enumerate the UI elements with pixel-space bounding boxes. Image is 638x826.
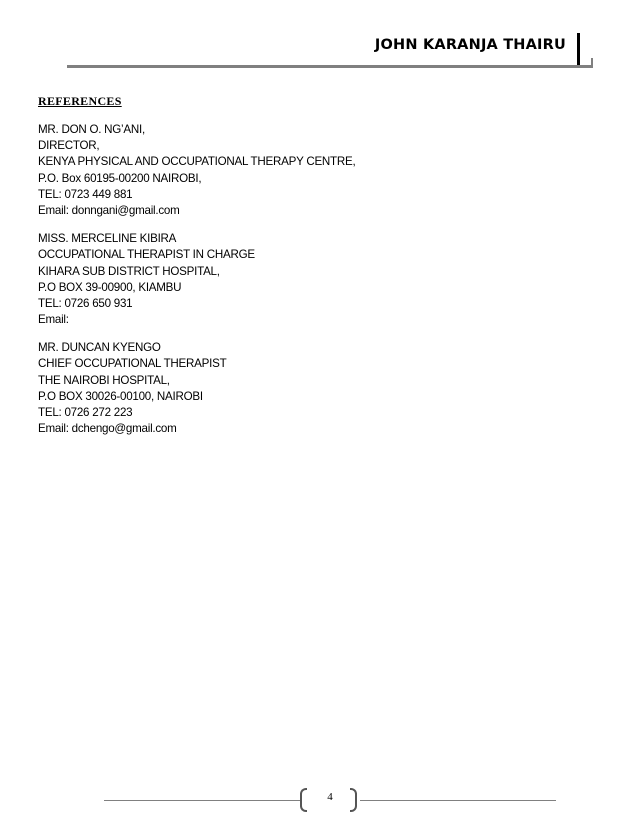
reference-email: Email: dchengo@gmail.com [38, 422, 177, 436]
reference-line: P.O BOX 30026-00100, NAIROBI [38, 389, 203, 403]
reference-email: Email: donngani@gmail.com [38, 203, 180, 217]
reference-line: OCCUPATIONAL THERAPIST IN CHARGE [38, 248, 255, 262]
reference-line: MISS. MERCELINE KIBIRA [38, 232, 177, 246]
reference-email: Email: [38, 313, 69, 327]
reference-3 [38, 340, 355, 437]
reference-line: KENYA PHYSICAL AND OCCUPATIONAL THERAPY CENTRE, [38, 155, 356, 169]
reference-line: TEL: 0726 272 223 [38, 406, 133, 419]
reference-line: KIHARA SUB DISTRICT HOSPITAL, [38, 264, 220, 278]
header-rule [67, 65, 593, 68]
reference-line: TEL: 0726 650 931 [38, 296, 133, 310]
reference-line: MR. DUNCAN KYENGO [38, 341, 161, 355]
header-name: JOHN KARANJA THAIRU [374, 37, 566, 53]
reference-2 [38, 231, 355, 328]
reference-line: P.O BOX 39-00900, KIAMBU [38, 280, 182, 294]
footer-bracket-left [300, 788, 307, 812]
footer-rule-right [360, 800, 556, 801]
header-vertical-bar [577, 33, 580, 67]
reference-1 [38, 122, 355, 219]
page-number: 4 [327, 791, 333, 803]
reference-line: THE NAIROBI HOSPITAL, [38, 373, 170, 387]
reference-line: P.O. Box 60195-00200 NAIROBI, [38, 171, 202, 185]
footer-rule-left [104, 800, 302, 801]
footer-bracket-right [350, 788, 357, 812]
reference-line: TEL: 0723 449 881 [38, 187, 133, 201]
reference-line: MR. DON O. NG’ANI, [38, 123, 145, 136]
reference-line: DIRECTOR, [38, 139, 100, 153]
header-rule-tick [591, 58, 593, 68]
reference-line: CHIEF OCCUPATIONAL THERAPIST [38, 357, 227, 371]
section-title: REFERENCES [38, 94, 122, 108]
references-list [38, 122, 355, 449]
